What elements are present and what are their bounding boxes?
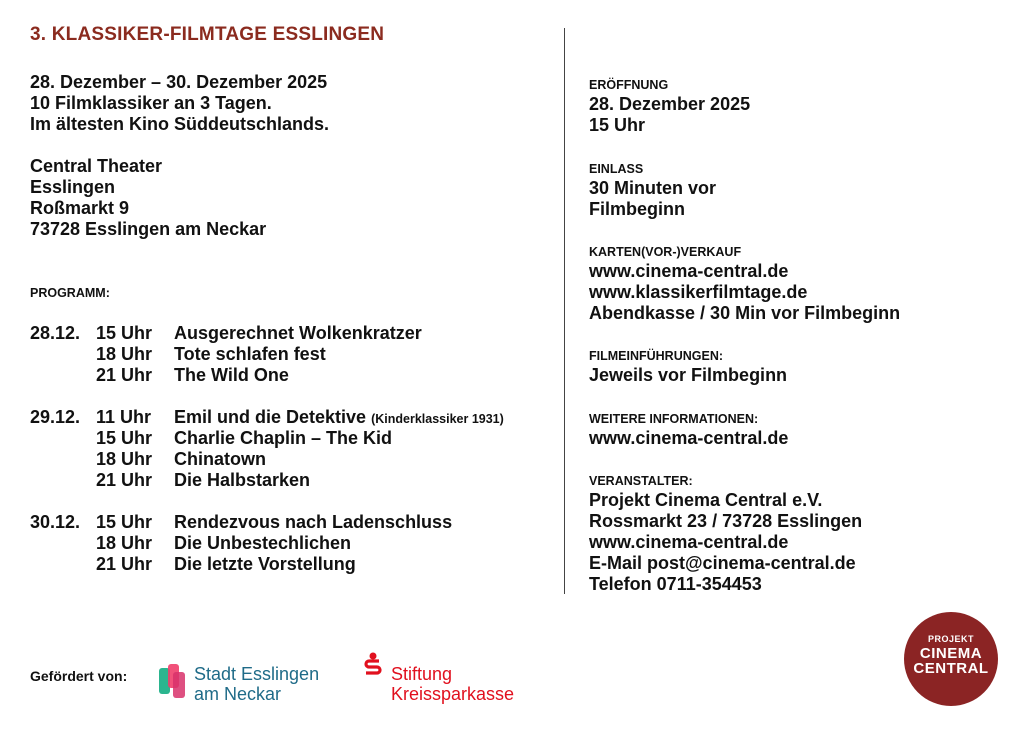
program-time: 18 Uhr [96, 449, 153, 469]
stadt-esslingen-logo-text [194, 664, 319, 704]
program-title: Chinatown [174, 449, 266, 469]
section-value: 30 Minuten vor [589, 178, 717, 198]
program-time: 15 Uhr [96, 428, 153, 448]
section-label: WEITERE INFORMATIONEN: [589, 412, 759, 426]
section-label: KARTEN(VOR-)VERKAUF [589, 245, 742, 259]
tickets-section [589, 243, 900, 324]
section-label: ERÖFFNUNG [589, 78, 669, 92]
venue-line: Central Theater [30, 156, 163, 176]
program-title: Die Unbestechlichen [174, 533, 352, 553]
program-time: 15 Uhr [96, 512, 153, 532]
badge-line: CINEMA [919, 645, 983, 662]
sparkasse-logo-icon [363, 652, 383, 678]
section-value: Jeweils vor Filmbeginn [589, 365, 788, 385]
opening-section [589, 76, 750, 136]
projekt-cinema-central-badge [904, 612, 998, 706]
program-time: 11 Uhr [96, 407, 152, 427]
program-note: (Kinderklassiker 1931) [371, 412, 504, 426]
badge-line: CENTRAL [913, 660, 989, 677]
program-time: 18 Uhr [96, 344, 153, 364]
venue-line: Esslingen [30, 177, 116, 197]
program-time: 21 Uhr [96, 554, 153, 574]
section-value: 28. Dezember 2025 [589, 94, 751, 114]
section-value: Projekt Cinema Central e.V. [589, 490, 823, 510]
program-time: 15 Uhr [96, 323, 153, 343]
program-time: 18 Uhr [96, 533, 153, 553]
intros-section [589, 347, 787, 386]
section-label: VERANSTALTER: [589, 474, 693, 488]
sparkasse-line: Stiftung [391, 664, 453, 684]
program-title: Die letzte Vorstellung [174, 554, 356, 574]
intro-line: 10 Filmklassiker an 3 Tagen. [30, 93, 272, 113]
intro-line: 28. Dezember – 30. Dezember 2025 [30, 72, 328, 92]
program-title: Charlie Chaplin – The Kid [174, 428, 393, 448]
section-value: Abendkasse / 30 Min vor Filmbeginn [589, 303, 901, 323]
section-value: E-Mail post@cinema-central.de [589, 553, 856, 573]
sparkasse-line: Kreissparkasse [391, 684, 515, 704]
city-logo-line: Stadt Esslingen [194, 664, 320, 684]
intro-line: Im ältesten Kino Süddeutschlands. [30, 114, 330, 134]
program-date: 28.12. [30, 323, 81, 343]
venue-line: 73728 Esslingen am Neckar [30, 219, 267, 239]
section-label: EINLASS [589, 162, 644, 176]
city-logo-line: am Neckar [194, 684, 282, 704]
sponsor-label: Gefördert von: [30, 668, 128, 684]
badge-line: PROJEKT [927, 634, 974, 644]
sparkasse-logo-text [391, 664, 514, 704]
section-value: Telefon 0711-354453 [589, 574, 762, 594]
organizer-section [589, 472, 862, 595]
program-title: Emil und die Detektive [174, 407, 367, 427]
program-title: Die Halbstarken [174, 470, 311, 490]
program-date: 29.12. [30, 407, 81, 427]
program-time: 21 Uhr [96, 365, 153, 385]
venue-line: Roßmarkt 9 [30, 198, 130, 218]
section-value: Filmbeginn [589, 199, 685, 219]
more-info-section [589, 410, 788, 449]
admission-section [589, 160, 716, 220]
program-title: Ausgerechnet Wolkenkratzer [174, 323, 422, 343]
stadt-esslingen-logo-icon [159, 664, 187, 700]
column-divider [564, 28, 565, 594]
program-time: 21 Uhr [96, 470, 153, 490]
section-value: 15 Uhr [589, 115, 646, 135]
section-value: Rossmarkt 23 / 73728 Esslingen [589, 511, 863, 531]
program-title-with-note [174, 407, 504, 430]
program-title: Rendezvous nach Ladenschluss [174, 512, 453, 532]
page-title: 3. KLASSIKER-FILMTAGE ESSLINGEN [30, 24, 385, 45]
program-title: Tote schlafen fest [174, 344, 326, 364]
program-date: 30.12. [30, 512, 81, 532]
section-value: www.cinema-central.de [589, 428, 789, 448]
section-value: www.cinema-central.de [589, 261, 789, 281]
section-label: FILMEINFÜHRUNGEN: [589, 349, 724, 363]
section-value: www.cinema-central.de [589, 532, 789, 552]
program-label: PROGRAMM: [30, 286, 110, 300]
section-value: www.klassikerfilmtage.de [589, 282, 808, 302]
venue-block [30, 156, 266, 240]
intro-block [30, 72, 329, 135]
program-title: The Wild One [174, 365, 289, 385]
